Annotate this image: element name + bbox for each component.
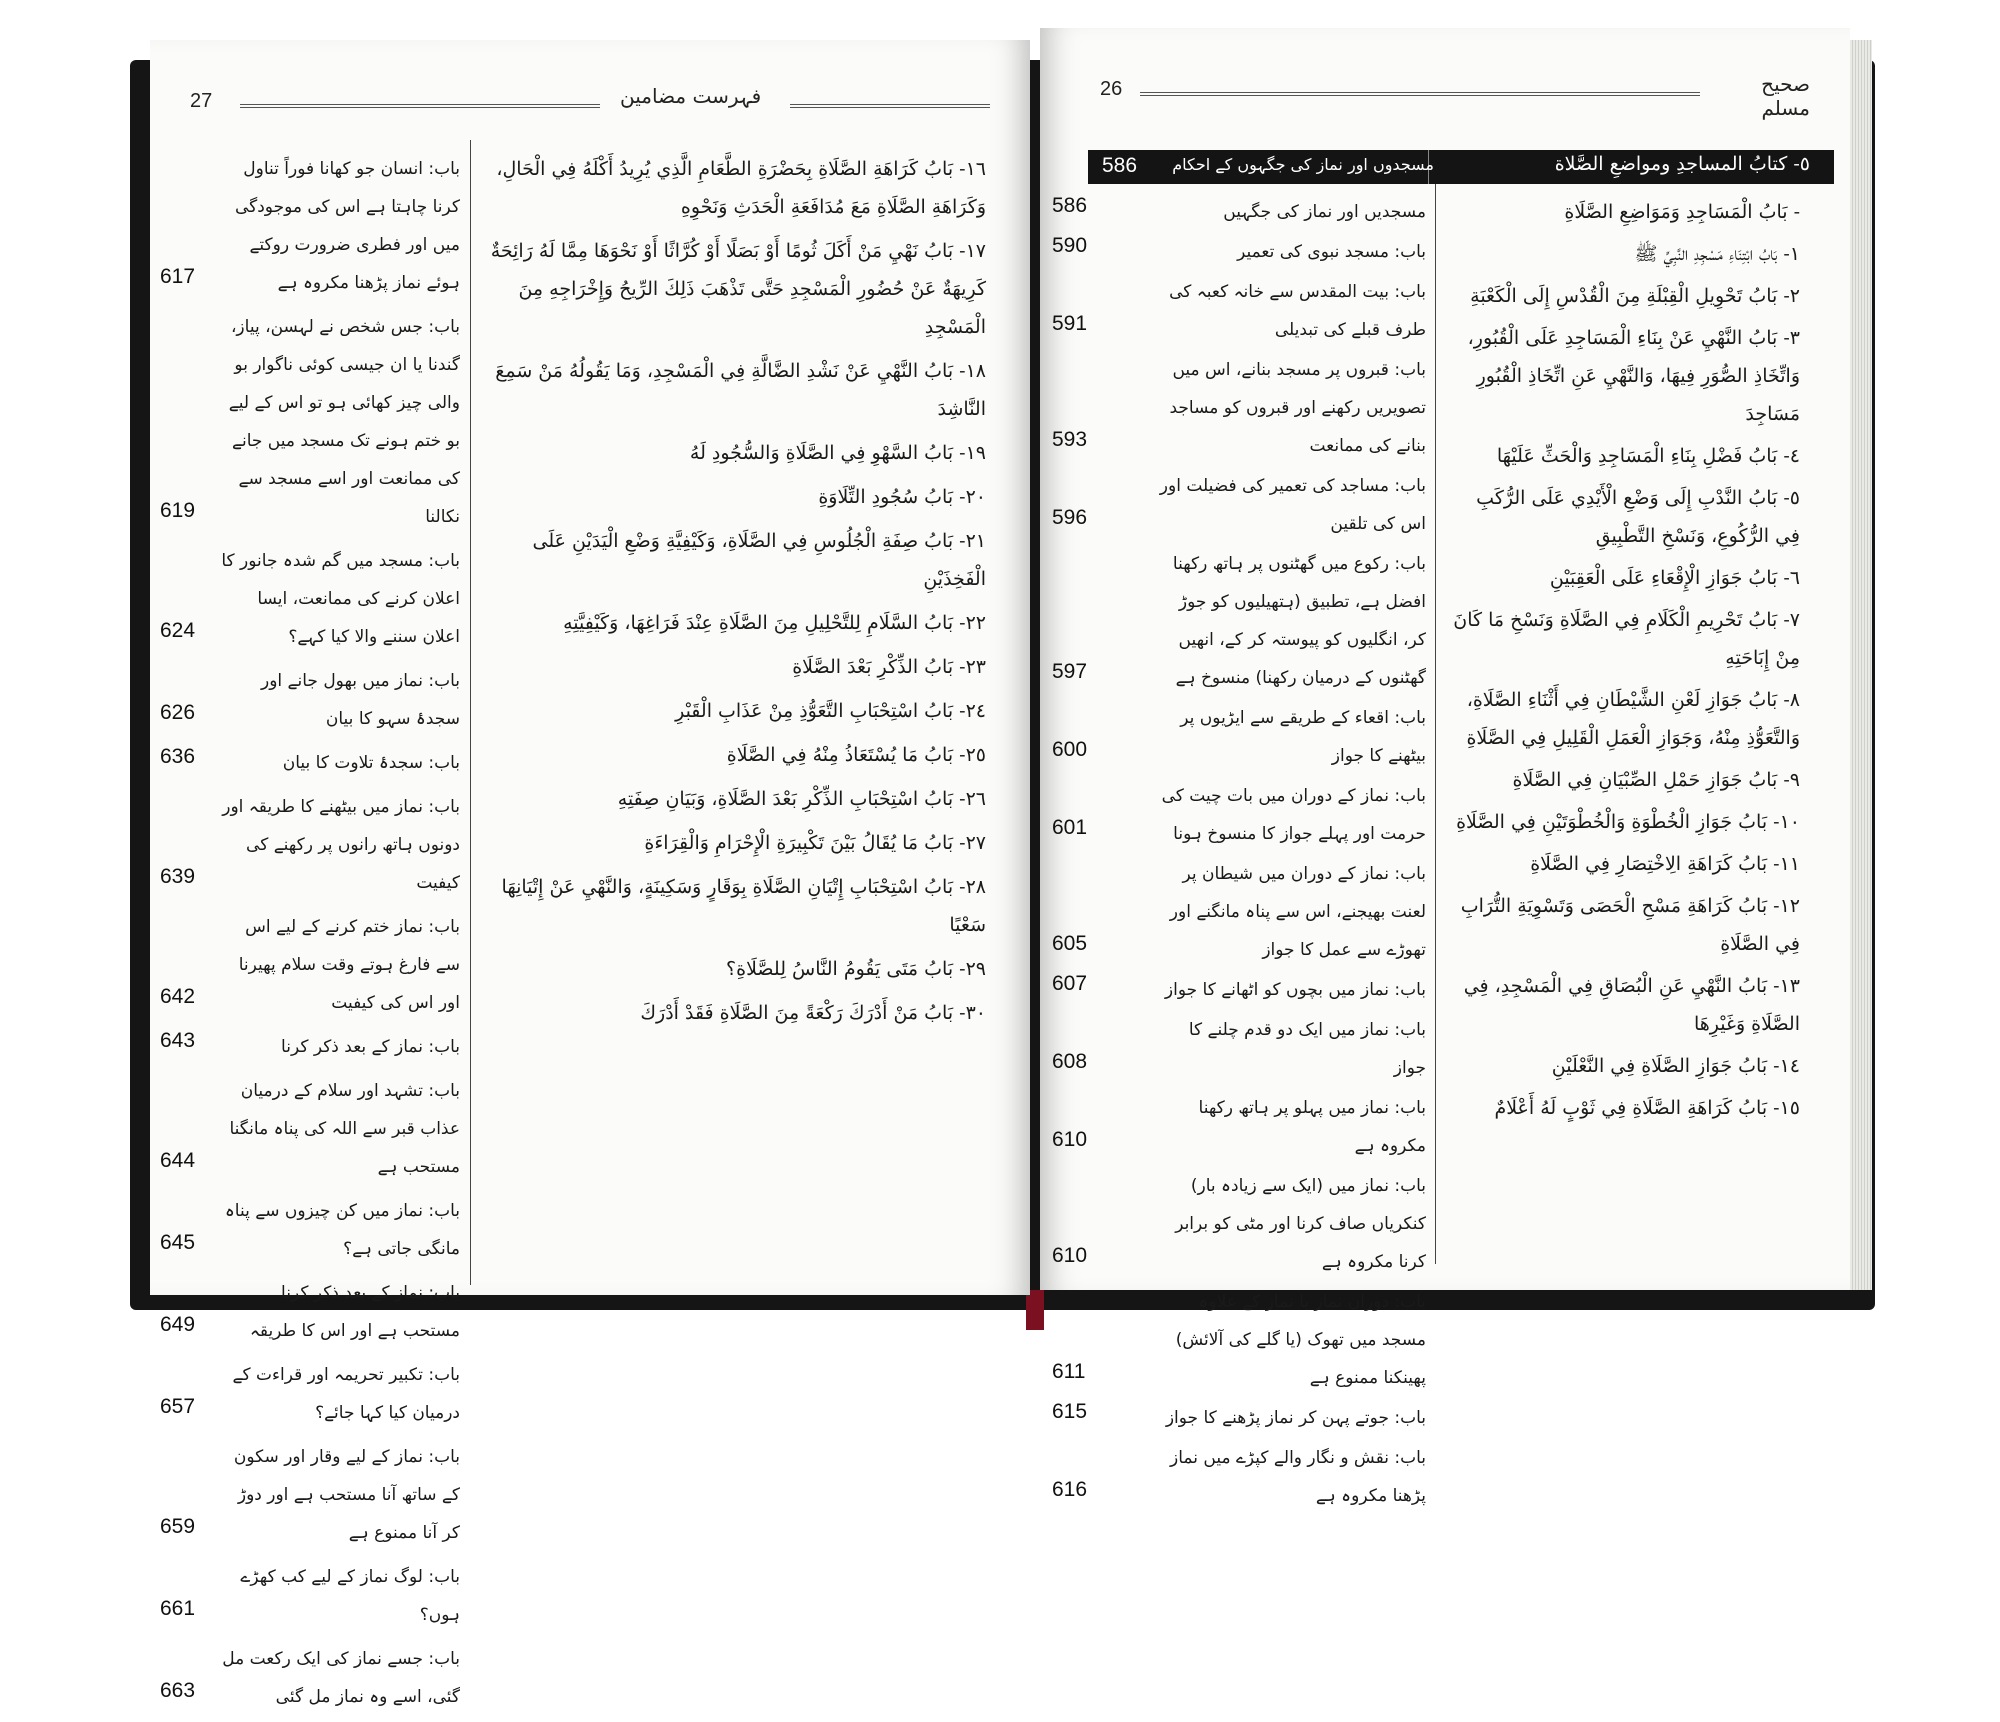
urdu-chapter-title: باب: سجدۂ تلاوت کا بیان <box>282 753 460 773</box>
urdu-chapter-entry <box>160 1356 460 1432</box>
left-page-header <box>190 82 990 122</box>
arabic-chapter-entry: ١٨- بَابُ النَّهْيِ عَنْ نَشْدِ الضَّالَّةِ فِي الْمَسْجِدِ، وَمَا يَقُولُهُ مَنْ سَمِعَ النَّاشِدَ <box>495 360 986 420</box>
left-page-number: 27 <box>190 90 213 112</box>
urdu-chapter-title: باب: نماز کے لیے وقار اور سکون کے ساتھ آنا مستحب ہے اور دوڑ کر آنا ممنوع ہے <box>233 1447 460 1543</box>
urdu-chapter-entry <box>160 1640 460 1716</box>
arabic-chapter-entry: ٢٣- بَابُ الذِّكْرِ بَعْدَ الصَّلَاةِ <box>792 656 986 678</box>
arabic-chapter-entry: ١- بَابُ ابْتِنَاءِ مَسْجِدِ النَّبِيِّ ﷺ <box>1634 243 1800 265</box>
page-reference: 661 <box>160 1597 196 1620</box>
arabic-chapter-entry: ١١- بَابُ كَرَاهَةِ الِاخْتِصَارِ فِي الصَّلَاةِ <box>1530 853 1800 875</box>
arabic-chapter-entry: ٢٧- بَابُ مَا يُقَالُ بَيْنَ تَكْبِيرَةِ الْإِحْرَامِ وَالْقِرَاءَةِ <box>644 832 986 854</box>
urdu-chapter-entry <box>1052 351 1426 465</box>
urdu-chapter-entry <box>1052 971 1426 1009</box>
urdu-chapter-entry <box>160 744 460 782</box>
arabic-chapter-entry: ١٢- بَابُ كَرَاهَةِ مَسْحِ الْحَصَى وَتَسْوِيَةِ التُّرَابِ فِي الصَّلَاةِ <box>1460 895 1800 955</box>
urdu-chapter-entry <box>160 662 460 738</box>
arabic-chapter-entry: ٧- بَابُ تَحْرِيمِ الْكَلَامِ فِي الصَّلَاةِ وَنَسْخِ مَا كَانَ مِنْ إِبَاحَتِهِ <box>1453 609 1800 669</box>
urdu-chapter-entry <box>1052 545 1426 697</box>
urdu-chapter-entry <box>160 1438 460 1552</box>
urdu-chapter-title: باب: نقش و نگار والے کپڑے میں نماز پڑھنا مکروہ ہے <box>1170 1448 1426 1506</box>
arabic-chapter-entry: ١٥- بَابُ كَرَاهَةِ الصَّلَاةِ فِي ثَوْبٍ لَهُ أَعْلَامٌ <box>1494 1097 1800 1119</box>
urdu-chapter-title: باب: نماز میں (ایک سے زیادہ بار) کنکریاں صاف کرنا اور مٹی کو برابر کرنا مکروہ ہے <box>1175 1176 1426 1272</box>
arabic-chapter-entry: ١٠- بَابُ جَوَازِ الْخُطْوَةِ وَالْخُطْوَتَيْنِ فِي الصَّلَاةِ <box>1456 811 1800 833</box>
right-page <box>1040 28 1850 1506</box>
urdu-chapter-entry <box>160 1192 460 1268</box>
urdu-chapter-title: باب: نماز میں کن چیزوں سے پناہ مانگی جاتی ہے؟ <box>224 1201 460 1259</box>
urdu-chapter-title: باب: جس شخص نے لہسن، پیاز، گندنا یا ان جیسی کوئی ناگوار بو والی چیز کھائی ہو تو اس کے لیے بو ختم ہونے تک مسجد میں جانے کی ممانعت اور اسے مسجد سے نکالنا <box>228 317 460 527</box>
arabic-chapter-entry: ٢٤- بَابُ اسْتِحْبَابِ التَّعَوُّذِ مِنْ عَذَابِ الْقَبْرِ <box>675 700 986 722</box>
urdu-chapter-entry <box>1052 855 1426 969</box>
urdu-chapter-entry <box>1052 1167 1426 1281</box>
right-header-title: صحیح مسلم <box>1761 72 1810 120</box>
urdu-chapter-title: باب: نماز کے دوران میں بات چیت کی حرمت اور پہلے جواز کا منسوخ ہونا <box>1161 786 1426 844</box>
urdu-chapter-entry <box>160 308 460 536</box>
urdu-column <box>160 150 460 1722</box>
urdu-chapter-entry <box>1052 273 1426 349</box>
urdu-chapter-entry <box>1052 1439 1426 1515</box>
urdu-chapter-title: باب: نماز کے دوران میں شیطان پر لعنت بھیجنے، اس سے پناہ مانگنے اور تھوڑے سے عمل کا جواز <box>1169 864 1426 960</box>
arabic-chapter-entry: ١٩- بَابُ السَّهْوِ فِي الصَّلَاةِ وَالسُّجُودِ لَهُ <box>689 442 986 464</box>
urdu-chapter-entry <box>1052 1283 1426 1397</box>
urdu-chapter-title: باب: نماز کے بعد ذکر کرنا مستحب ہے اور اس کا طریقہ <box>249 1283 460 1341</box>
page-reference: 590 <box>1052 234 1088 257</box>
arabic-chapter-entry: ٢١- بَابُ صِفَةِ الْجُلُوسِ فِي الصَّلَاةِ، وَكَيْفِيَّةِ وَضْعِ الْيَدَيْنِ عَلَى الْفَخِذَيْنِ <box>532 530 986 590</box>
urdu-chapter-entry <box>1052 1089 1426 1165</box>
page-reference: 649 <box>160 1313 196 1336</box>
urdu-chapter-title: باب: نماز ختم کرنے کے لیے اس سے فارغ ہوتے وقت سلام پھیرنا اور اس کی کیفیت <box>238 917 460 1013</box>
arabic-chapter-entry: ٢٢- بَابُ السَّلَامِ لِلتَّحْلِيلِ مِنَ الصَّلَاةِ عِنْدَ فَرَاغِهَا، وَكَيْفِيَّتِهِ <box>563 612 986 634</box>
column-divider <box>1435 184 1436 1264</box>
right-page-number: 26 <box>1100 78 1123 100</box>
page-reference: 601 <box>1052 816 1088 839</box>
arabic-column <box>1450 193 1800 1131</box>
page-reference: 643 <box>160 1029 196 1052</box>
page-reference: 596 <box>1052 506 1088 529</box>
urdu-chapter-title: باب: نماز میں پہلو پر ہاتھ رکھنا مکروہ ہے <box>1198 1098 1426 1156</box>
page-reference: 642 <box>160 985 196 1008</box>
urdu-chapter-entry <box>160 150 460 302</box>
header-rule <box>790 104 990 108</box>
left-header-title: فہرست مضامین <box>620 84 762 108</box>
urdu-chapter-entry <box>1052 777 1426 853</box>
urdu-chapter-title: مسجدیں اور نماز کی جگہیں <box>1223 202 1426 222</box>
page-reference: 626 <box>160 701 196 724</box>
arabic-chapter-entry: ٩- بَابُ جَوَازِ حَمْلِ الصِّبْيَانِ فِي الصَّلَاةِ <box>1512 769 1800 791</box>
header-rule <box>1140 92 1700 96</box>
page-reference: 610 <box>1052 1244 1088 1267</box>
page-reference: 608 <box>1052 1050 1088 1073</box>
urdu-chapter-entry <box>160 1072 460 1186</box>
arabic-chapter-entry: ٥- بَابُ النَّدْبِ إِلَى وَضْعِ الْأَيْدِي عَلَى الرُّكَبِ فِي الرُّكُوعِ، وَنَسْخِ التَّطْبِيقِ <box>1476 487 1800 547</box>
arabic-chapter-entry: ١٦- بَابُ كَرَاهَةِ الصَّلَاةِ بِحَضْرَةِ الطَّعَامِ الَّذِي يُرِيدُ أَكْلَهُ فِي الْحَالِ، وَكَرَاهَةِ الصَّلَاةِ مَعَ مُدَافَعَةِ الْحَدَثِ وَنَحْوِهِ <box>496 158 986 218</box>
urdu-chapter-entry <box>160 1028 460 1066</box>
arabic-chapter-entry: ٢٦- بَابُ اسْتِحْبَابِ الذِّكْرِ بَعْدَ الصَّلَاةِ، وَبَيَانِ صِفَتِهِ <box>617 788 986 810</box>
arabic-chapter-entry: ٢٠- بَابُ سُجُودِ التِّلَاوَةِ <box>818 486 986 508</box>
page-reference: 611 <box>1052 1360 1086 1383</box>
arabic-chapter-entry: ٢٩- بَابُ مَتَى يَقُومُ النَّاسُ لِلصَّلَاةِ؟ <box>726 958 986 980</box>
page-reference: 659 <box>160 1515 196 1538</box>
urdu-chapter-title: باب: مسجد میں گم شدہ جانور کا اعلان کرنے کی ممانعت، ایسا اعلان سننے والا کیا کہے؟ <box>221 551 460 647</box>
urdu-chapter-title: باب: مسجد نبوی کی تعمیر <box>1237 242 1426 262</box>
urdu-chapter-title: باب: جوتے پہن کر نماز پڑھنے کا جواز <box>1165 1408 1426 1428</box>
page-reference: 644 <box>160 1149 196 1172</box>
page-reference: 616 <box>1052 1478 1088 1501</box>
urdu-chapter-entry <box>1052 1399 1426 1437</box>
page-edges <box>1850 40 1872 1290</box>
arabic-column <box>486 150 986 1038</box>
urdu-chapter-title: باب: نماز میں ایک دو قدم چلنے کا جواز <box>1188 1020 1426 1078</box>
page-reference: 657 <box>160 1395 196 1418</box>
urdu-chapter-title: باب: انسان جو کھانا فوراً تناول کرنا چاہتا ہے اس کی موجودگی میں اور فطری ضرورت روکتے ہوئے نماز پڑھنا مکروہ ہے <box>234 159 460 293</box>
page-reference: 597 <box>1052 660 1088 683</box>
page-reference: 663 <box>160 1679 196 1702</box>
banner-page-number: 586 <box>1102 154 1138 177</box>
column-divider <box>470 140 471 1285</box>
page-reference: 617 <box>160 265 196 288</box>
urdu-chapter-title: باب: نماز کے بعد ذکر کرنا <box>281 1037 460 1057</box>
arabic-chapter-entry: ٨- بَابُ جَوَازِ لَعْنِ الشَّيْطَانِ فِي أَثْنَاءِ الصَّلَاةِ، وَالتَّعَوُّذِ مِنْهُ، وَجَوَازِ الْعَمَلِ الْقَلِيلِ فِي الصَّلَاةِ <box>1466 689 1800 749</box>
page-reference: 591 <box>1052 312 1088 335</box>
urdu-chapter-entry <box>160 788 460 902</box>
urdu-chapter-title: باب: قبروں پر مسجد بنانے، اس میں تصویریں رکھنے اور قبروں کو مساجد بنانے کی ممانعت <box>1169 360 1426 456</box>
urdu-chapter-entry <box>1052 193 1426 231</box>
urdu-chapter-entry <box>1052 699 1426 775</box>
banner-urdu-title: مسجدوں اور نماز کی جگہوں کے احکام <box>1172 155 1434 174</box>
urdu-chapter-title: باب: نماز میں بھول جانے اور سجدۂ سہو کا بیان <box>260 671 460 729</box>
arabic-chapter-entry: ٣٠- بَابُ مَنْ أَدْرَكَ رَكْعَةً مِنَ الصَّلَاةِ فَقَدْ أَدْرَكَ <box>640 1002 986 1024</box>
urdu-chapter-entry <box>160 908 460 1022</box>
page-reference: 639 <box>160 865 196 888</box>
arabic-chapter-entry: ١٧- بَابُ نَهْيِ مَنْ أَكَلَ ثُومًا أَوْ بَصَلًا أَوْ كُرَّاثًا أَوْ نَحْوَهَا مِمَّا لَهُ رَائِحَةٌ كَرِيهَةٌ عَنْ حُضُورِ الْمَسْجِدِ حَتَّى تَذْهَبَ ذَلِكَ الرِّيحُ وَإِخْرَاجِهِ مِنَ الْمَسْجِدِ <box>490 240 986 338</box>
urdu-column <box>1052 193 1426 1517</box>
banner-arabic-title: ٥- كتابُ المساجدِ ومواضعِ الصَّلاة <box>1554 153 1810 175</box>
arabic-chapter-entry: ٦- بَابُ جَوَازِ الْإِقْعَاءِ عَلَى الْعَقِبَيْنِ <box>1549 567 1800 589</box>
urdu-chapter-entry <box>160 1274 460 1350</box>
urdu-chapter-title: باب: رکوع میں گھٹنوں پر ہاتھ رکھنا افضل ہے، تطبیق (ہتھیلیوں کو جوڑ کر، انگلیوں کو پیوستہ کر کے، انھیں گھٹنوں کے درمیان رکھنا) منسوخ ہے <box>1172 554 1426 688</box>
urdu-chapter-title: باب: تکبیر تحریمہ اور قراءت کے درمیان کیا کہا جائے؟ <box>232 1365 460 1423</box>
page-reference: 619 <box>160 499 196 522</box>
page-reference: 624 <box>160 619 196 642</box>
urdu-chapter-title: باب: نماز میں بیٹھنے کا طریقہ اور دونوں ہاتھ رانوں پر رکھنے کی کیفیت <box>222 797 460 893</box>
page-reference: 586 <box>1052 194 1088 217</box>
urdu-chapter-entry <box>160 1558 460 1634</box>
arabic-chapter-entry: ٢- بَابُ تَحْوِيلِ الْقِبْلَةِ مِنَ الْقُدْسِ إِلَى الْكَعْبَةِ <box>1470 285 1800 307</box>
urdu-chapter-title: باب: لوگ نماز کے لیے کب کھڑے ہوں؟ <box>240 1567 460 1625</box>
page-reference: 600 <box>1052 738 1088 761</box>
page-reference: 610 <box>1052 1128 1088 1151</box>
page-reference: 593 <box>1052 428 1088 451</box>
arabic-chapter-entry: ٣- بَابُ النَّهْيِ عَنْ بِنَاءِ الْمَسَاجِدِ عَلَى الْقُبُورِ، وَاتِّخَاذِ الصُّوَرِ فِيهَا، وَالنَّهْيِ عَنِ اتِّخَاذِ الْقُبُورِ مَسَاجِدَ <box>1467 327 1800 425</box>
urdu-chapter-entry <box>160 542 460 656</box>
header-rule <box>240 104 600 108</box>
urdu-chapter-title: باب: اقعاء کے طریقے سے ایڑیوں پر بیٹھنے کا جواز <box>1180 708 1426 766</box>
arabic-chapter-entry: - بَابُ الْمَسَاجِدِ وَمَوَاضِعِ الصَّلَاةِ <box>1564 201 1800 223</box>
ribbon-bookmark <box>1026 1290 1044 1330</box>
urdu-chapter-entry <box>1052 233 1426 271</box>
page-reference: 615 <box>1052 1400 1088 1423</box>
page-reference: 607 <box>1052 972 1088 995</box>
page-reference: 636 <box>160 745 196 768</box>
right-page-header <box>1080 70 1810 120</box>
left-page <box>150 40 1030 1707</box>
arabic-chapter-entry: ٢٥- بَابُ مَا يُسْتَعَاذُ مِنْهُ فِي الصَّلَاةِ <box>726 744 986 766</box>
urdu-chapter-title: باب: تشہد اور سلام کے درمیان عذاب قبر سے اللہ کی پناہ مانگنا مستحب ہے <box>229 1081 460 1177</box>
arabic-chapter-entry: ١٣- بَابُ النَّهْيِ عَنِ الْبُصَاقِ فِي الْمَسْجِدِ، فِي الصَّلَاةِ وَغَيْرِهَا <box>1463 975 1800 1035</box>
page-reference: 645 <box>160 1231 196 1254</box>
page-reference: 605 <box>1052 932 1088 955</box>
urdu-chapter-entry <box>1052 467 1426 543</box>
arabic-chapter-entry: ٤- بَابُ فَضْلِ بِنَاءِ الْمَسَاجِدِ وَالْحَثِّ عَلَيْهَا <box>1496 445 1800 467</box>
arabic-chapter-entry: ١٤- بَابُ جَوَازِ الصَّلَاةِ فِي النَّعْلَيْنِ <box>1551 1055 1800 1077</box>
urdu-chapter-title: باب: بیت المقدس سے خانہ کعبہ کی طرف قبلے کی تبدیلی <box>1169 282 1426 340</box>
urdu-chapter-title: باب: جسے نماز کی ایک رکعت مل گئی، اسے وہ نماز مل گئی <box>222 1649 460 1707</box>
urdu-chapter-title: باب: مساجد کی تعمیر کی فضیلت اور اس کی تلقین <box>1159 476 1426 534</box>
chapter-banner <box>1088 150 1834 184</box>
urdu-chapter-title: باب: دوران نماز یا نماز کے علاوہ مسجد میں تھوک (یا گلے کی آلائش) پھینکنا ممنوع ہے <box>1175 1292 1426 1388</box>
urdu-chapter-entry <box>1052 1011 1426 1087</box>
arabic-chapter-entry: ٢٨- بَابُ اسْتِحْبَابِ إِتْيَانِ الصَّلَاةِ بِوَقَارٍ وَسَكِينَةٍ، وَالنَّهْيِ عَنْ إِتْيَانِهَا سَعْيًا <box>501 876 986 936</box>
urdu-chapter-title: باب: نماز میں بچوں کو اٹھانے کا جواز <box>1164 980 1426 1000</box>
